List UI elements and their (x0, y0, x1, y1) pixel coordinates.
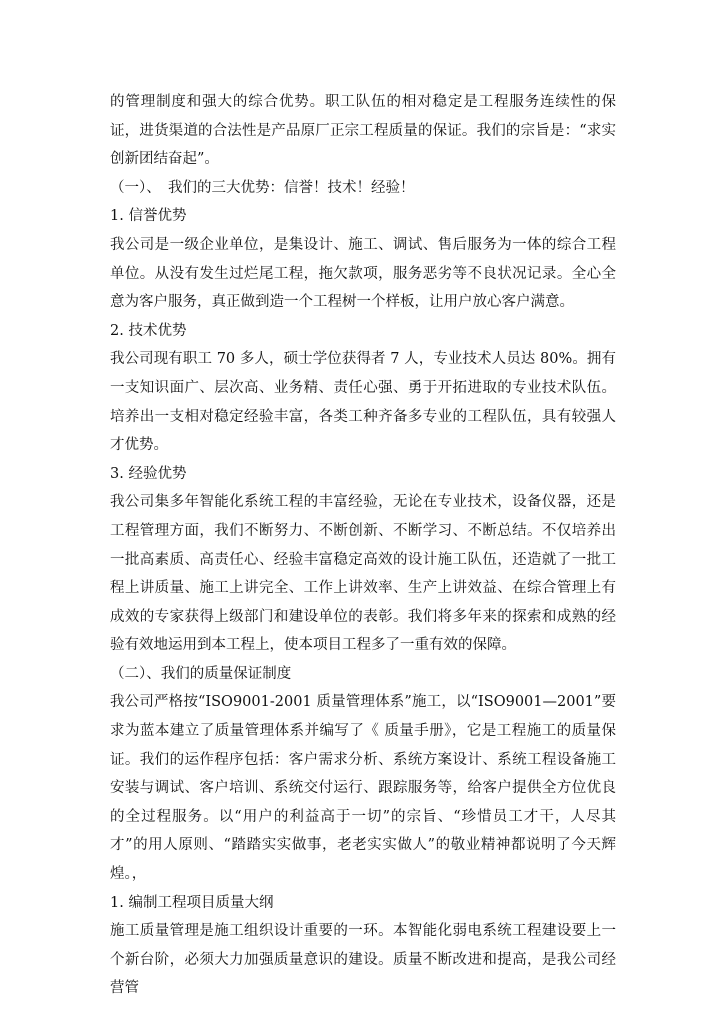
paragraph-quality-outline: 施工质量管理是施工组织设计重要的一环。本智能化弱电系统工程建设要上一个新台阶，必须大力加强质量意识的建设。质量不断改进和提高，是我公司经营管 (110, 923, 616, 997)
subheading-reputation: 1. 信誉优势 (110, 208, 187, 225)
subheading-technology: 2. 技术优势 (110, 322, 187, 339)
paragraph-experience: 我公司集多年智能化系统工程的丰富经验，无论在专业技术，设备仪器，还是工程管理方面，我们不断努力、不断创新、不断学习、不断总结。不仅培养出一批高素质、高责任心、经验丰富稳定高效的设计施工队伍，还造就了一批工程上讲质量、施工上讲完全、工作上讲效率、生产上讲效益、在综合管理上有成效的专家获得上级部门和建设单位的表彰。我们将多年来的探索和成熟的经验有效地运用到本工程上，使本项目工程多了一重有效的保障。 (110, 494, 616, 654)
section-heading-advantages: （一）、 我们的三大优势：信誉！技术！经验！ (110, 179, 415, 196)
document-body (110, 88, 616, 1003)
paragraph-technology: 我公司现有职工 70 多人，硕士学位获得者 7 人，专业技术人员达 80%。拥有一支知识面广、层次高、业务精、责任心强、勇于开拓进取的专业技术队伍。培养出一支相对稳定经验丰富，各类工种齐备多专业的工程队伍，具有较强人才优势。 (110, 351, 616, 454)
paragraph-intro: 的管理制度和强大的综合优势。职工队伍的相对稳定是工程服务连续性的保证，进货渠道的合法性是产品原厂正宗工程质量的保证。我们的宗旨是：“求实创新团结奋起”。 (110, 94, 616, 168)
paragraph-quality-system: 我公司严格按“ISO9001-2001 质量管理体系”施工，以“ISO9001—2001”要求为蓝本建立了质量管理体系并编写了《 质量手册》，它是工程施工的质量保证。我们的运作程序包括：客户需求分析、系统方案设计、系统工程设备施工安装与调试、客户培训、系统交付运行、跟踪服务等，给客户提供全方位优良的全过程服务。以“用户的利益高于一切”的宗旨、“珍惜员工才干，人尽其才”的用人原则、“踏踏实实做事，老老实实做人”的敬业精神都说明了今天辉煌。， (110, 694, 616, 883)
subheading-quality-outline: 1. 编制工程项目质量大纲 (110, 894, 274, 911)
subheading-experience: 3. 经验优势 (110, 465, 187, 482)
section-heading-quality-system: （二）、我们的质量保证制度 (110, 665, 292, 682)
paragraph-reputation: 我公司是一级企业单位，是集设计、施工、调试、售后服务为一体的综合工程单位。从没有发生过烂尾工程，拖欠款项，服务恶劣等不良状况记录。全心全意为客户服务，真正做到造一个工程树一个样板，让用户放心客户满意。 (110, 236, 616, 311)
